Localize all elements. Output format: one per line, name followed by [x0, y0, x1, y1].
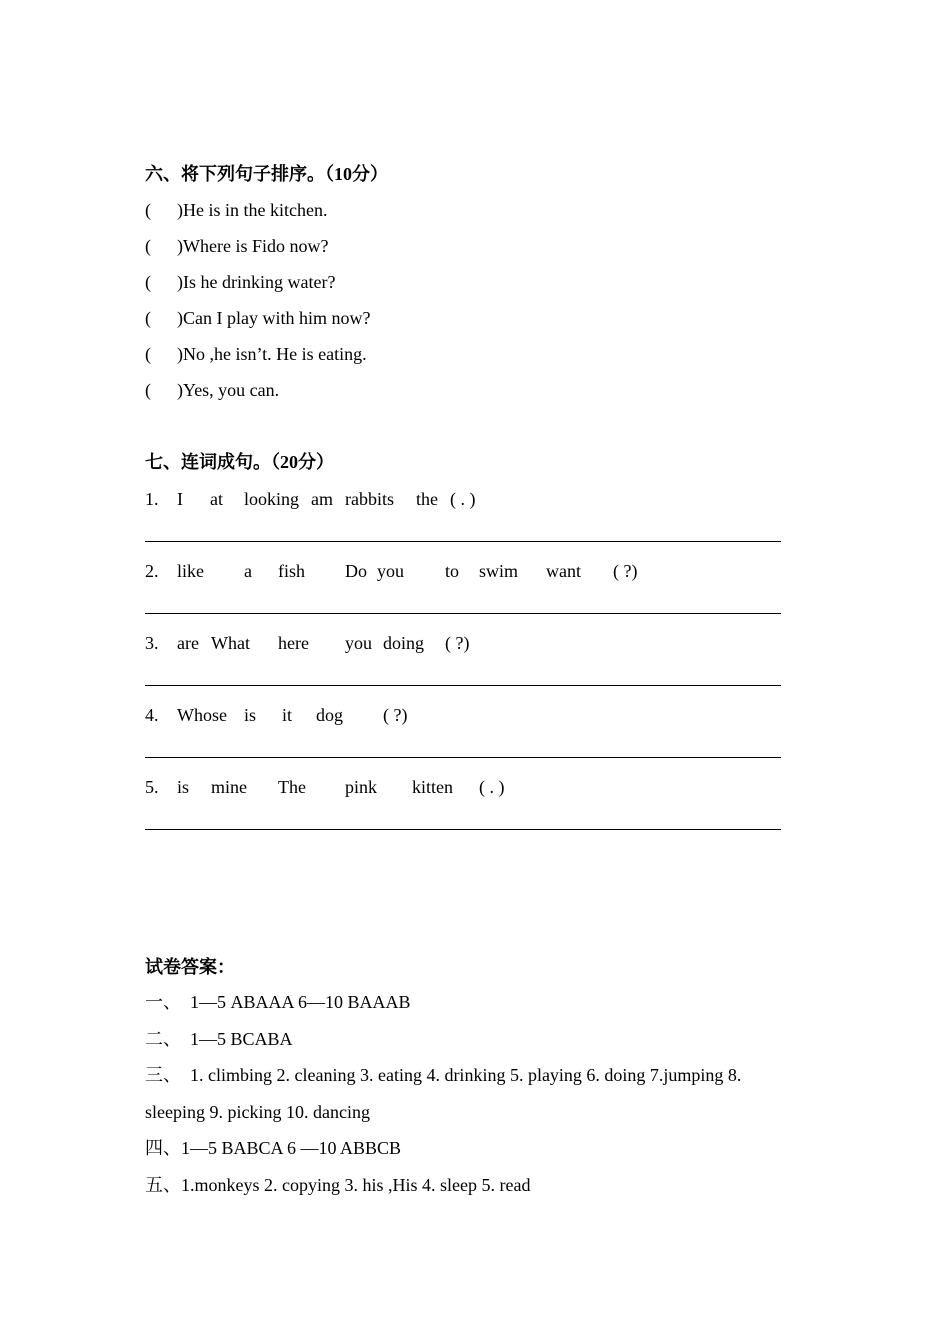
- word: want: [546, 561, 581, 581]
- word: you: [345, 633, 372, 653]
- answer-line-5: 五、1.monkeys 2. copying 3. his ,His 4. sleep 5. read: [145, 1175, 531, 1195]
- order-blank[interactable]: (: [145, 236, 151, 256]
- word: are: [177, 633, 199, 653]
- sentence-text: )Is he drinking water?: [177, 272, 336, 292]
- word: the: [416, 489, 438, 509]
- sentence-text: )No ,he isn’t. He is eating.: [177, 344, 367, 364]
- word: swim: [479, 561, 519, 581]
- question-number: 4.: [145, 705, 159, 725]
- word: ( . ): [479, 777, 505, 797]
- word: The: [278, 777, 306, 797]
- order-blank[interactable]: (: [145, 272, 151, 292]
- answer-line[interactable]: [145, 829, 781, 830]
- word: at: [210, 489, 223, 509]
- word: ( ?): [383, 705, 408, 725]
- question-number: 5.: [145, 777, 159, 797]
- word: here: [278, 633, 309, 653]
- answer-line-3-cont: sleeping 9. picking 10. dancing: [145, 1102, 370, 1122]
- sentence-text: )Yes, you can.: [177, 380, 280, 400]
- sentence-text: )Can I play with him now?: [177, 308, 371, 328]
- answer-line-2: 二、 1—5 BCABA: [145, 1029, 293, 1049]
- sentence-text: )Where is Fido now?: [177, 236, 329, 256]
- word: Whose: [177, 705, 227, 725]
- answer-line-1: 一、 1—5 ABAAA 6—10 BAAAB: [145, 992, 411, 1012]
- question-number: 2.: [145, 561, 159, 581]
- word: is: [244, 705, 257, 725]
- word: fish: [278, 561, 305, 581]
- order-blank[interactable]: (: [145, 344, 151, 364]
- word: is: [177, 777, 190, 797]
- order-blank[interactable]: (: [145, 308, 151, 328]
- word: like: [177, 561, 204, 581]
- question-number: 3.: [145, 633, 159, 653]
- word: you: [377, 561, 404, 581]
- answers-title: 试卷答案：: [145, 957, 235, 977]
- answer-line[interactable]: [145, 685, 781, 686]
- word: ( . ): [450, 489, 476, 509]
- word: kitten: [412, 777, 453, 797]
- word: am: [311, 489, 333, 509]
- word: dog: [316, 705, 343, 725]
- word: mine: [211, 777, 247, 797]
- word: ( ?): [445, 633, 470, 653]
- word: I: [177, 489, 183, 509]
- answer-line[interactable]: [145, 757, 781, 758]
- answer-line-4: 四、1—5 BABCA 6 —10 ABBCB: [145, 1138, 402, 1158]
- word: a: [244, 561, 252, 581]
- word: looking: [244, 489, 300, 509]
- answer-line[interactable]: [145, 541, 781, 542]
- order-blank[interactable]: (: [145, 200, 151, 220]
- word: it: [282, 705, 293, 725]
- word: pink: [345, 777, 378, 797]
- word: ( ?): [613, 561, 638, 581]
- word: What: [211, 633, 250, 653]
- word: doing: [383, 633, 425, 653]
- word: rabbits: [345, 489, 394, 509]
- section7-title: 七、连词成句。（20分）: [145, 452, 334, 472]
- order-blank[interactable]: (: [145, 380, 151, 400]
- answer-line[interactable]: [145, 613, 781, 614]
- question-number: 1.: [145, 489, 159, 509]
- sentence-text: )He is in the kitchen.: [177, 200, 328, 220]
- word: to: [445, 561, 460, 581]
- word: Do: [345, 561, 367, 581]
- answer-line-3: 三、 1. climbing 2. cleaning 3. eating 4. drinking 5. playing 6. doing 7.jumping 8.: [145, 1065, 742, 1085]
- section6-title: 六、将下列句子排序。（10分）: [145, 164, 388, 184]
